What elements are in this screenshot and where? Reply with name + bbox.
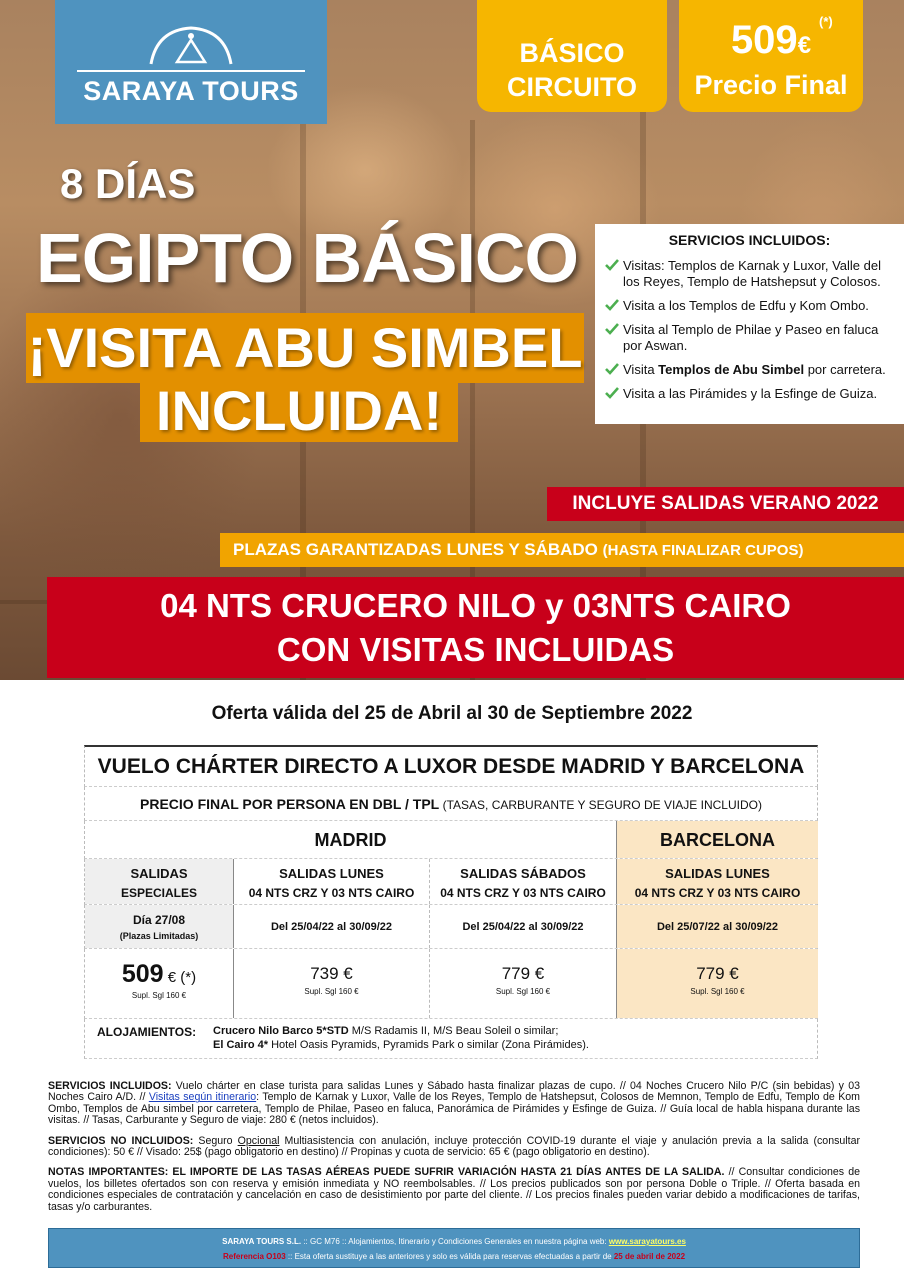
column-head: SALIDAS ESPECIALES (85, 859, 233, 904)
brand-logo[interactable] (55, 0, 327, 124)
service-item: Visita a las Pirámides y la Esfinge de Guiza. (603, 386, 896, 402)
page-title: EGIPTO BÁSICO (36, 219, 578, 297)
service-item: Visitas: Templos de Karnak y Luxor, Valle del los Reyes, Templo de Hatshepsut y Colosos. (603, 258, 896, 290)
footer (48, 1228, 860, 1268)
column-head: SALIDAS SÁBADOS 04 NTS CRZ Y 03 NTS CAIRO (429, 859, 616, 904)
service-item: Visita al Templo de Philae y Paseo en faluca por Aswan. (603, 322, 896, 354)
city-madrid: MADRID (314, 830, 387, 850)
tag-basic-line1: BÁSICO (519, 38, 625, 68)
city-barcelona: BARCELONA (616, 821, 818, 858)
abu-simbel-banner-line1: ¡VISITA ABU SIMBEL (26, 313, 584, 383)
offer-validity: Oferta válida del 25 de Abril al 30 de Septiembre 2022 (211, 703, 693, 724)
guaranteed-seats-banner: PLAZAS GARANTIZADAS LUNES Y SÁBADO (HASTA FINALIZAR CUPOS) (220, 533, 904, 567)
city-header-row (84, 821, 818, 859)
footer-line1: SARAYA TOURS S.L. :: GC M76 :: Alojamientos, Itinerario y Condiciones Generales en nuestra página web: www.sarayatours.es (222, 1237, 686, 1246)
included-services-title: SERVICIOS INCLUIDOS: (668, 232, 831, 248)
accommodation-row (84, 1019, 818, 1059)
date-cell: Del 25/04/22 al 30/09/22 (233, 905, 429, 948)
abu-simbel-banner-line2: INCLUIDA! (140, 380, 458, 442)
website-link[interactable]: www.sarayatours.es (608, 1237, 686, 1246)
date-cell: Del 25/07/22 al 30/09/22 (616, 905, 818, 948)
service-item-abu-simbel: Visita Templos de Abu Simbel por carretera. (603, 362, 896, 378)
check-icon (605, 387, 619, 399)
date-cell: Del 25/04/22 al 30/09/22 (429, 905, 616, 948)
cruise-banner-line2: CON VISITAS INCLUIDAS (276, 631, 675, 668)
included-services-note: SERVICIOS INCLUIDOS: Vuelo chárter en clase turista para salidas Lunes y Sábado hasta finalizar plazas de cupo. // 04 Noches Crucero Nilo P/C (sin bebidas) y 03 Noches Cairo A/D. // Visitas según itinerario: Templo de Karnak y Luxor, Valle de los Reyes, Templo de Hatshepsut, Colosos de Memnon, Templo de Edfu, Templo de Kom Ombo, Templos de Abu simbel por carretera, Templo de Philae, Paseo en faluca, Panorámica de Pirámides y Esfinge de Guiza. // Guía local de habla hispana durante las visitas. // Tasas, Carburante y Seguro de viaje: 280 € (netos incluidos). (48, 1080, 860, 1127)
camel-pyramid-logo-icon (147, 22, 235, 66)
brand-name: SARAYA TOURS (83, 76, 299, 106)
logo-divider (77, 70, 305, 72)
price-cell: 509 € (*) Supl. Sgl 160 € (121, 960, 197, 1000)
cruise-banner (47, 577, 904, 678)
not-included-services-note: SERVICIOS NO INCLUIDOS: Seguro Opcional Multiasistencia con anulación, incluye protección COVID-19 durante el viaje y anulación previa a la salida (consultar condiciones): 50 € // Visado: 25$ (pago obligatorio en destino) // Propinas y cuota de servicio: 65 € (pago obligatorio en destino). (48, 1134, 860, 1159)
included-services-box (595, 224, 904, 424)
price-cell: 779 € Supl. Sgl 160 € (429, 949, 616, 1018)
tag-basic-line2: CIRCUITO (506, 72, 637, 102)
flight-header: VUELO CHÁRTER DIRECTO A LUXOR DESDE MADRID Y BARCELONA (84, 745, 818, 787)
price-tag (679, 0, 863, 112)
price-value: 509€ (730, 18, 812, 62)
trip-duration: 8 DÍAS (60, 160, 196, 207)
accommodation-label: ALOJAMIENTOS: (97, 1025, 197, 1039)
date-cell: Día 27/08 (Plazas Limitadas) (85, 905, 233, 948)
terms-notes (48, 1081, 860, 1222)
accommodation-text: Crucero Nilo Barco 5*STD M/S Radamis II, M/S Beau Soleil o similar; El Cairo 4* Hotel Oasis Pyramids, Pyramids Park o similar (Zona Pirámides). (213, 1025, 589, 1051)
price-label: Precio Final (694, 70, 848, 100)
price-table (84, 745, 818, 1059)
price-cell: 739 € Supl. Sgl 160 € (233, 949, 429, 1018)
dates-row (84, 905, 818, 949)
summer-departures-banner: INCLUYE SALIDAS VERANO 2022 (547, 487, 904, 521)
column-head: SALIDAS LUNES 04 NTS CRZ Y 03 NTS CAIRO (233, 859, 429, 904)
prices-row (84, 949, 818, 1019)
service-item: Visita a los Templos de Edfu y Kom Ombo. (603, 298, 896, 314)
departure-type-row (84, 859, 818, 905)
check-icon (605, 363, 619, 375)
price-header: PRECIO FINAL POR PERSONA EN DBL / TPL (TASAS, CARBURANTE Y SEGURO DE VIAJE INCLUIDO) (84, 787, 818, 821)
price-cell: 779 € Supl. Sgl 160 € (616, 949, 818, 1018)
check-icon (605, 323, 619, 335)
check-icon (605, 259, 619, 271)
circuit-type-tag (477, 0, 667, 112)
column-head: SALIDAS LUNES 04 NTS CRZ Y 03 NTS CAIRO (616, 859, 818, 904)
price-asterisk: (*) (819, 14, 833, 29)
itinerary-link[interactable]: Visitas según itinerario (148, 1091, 257, 1104)
important-notes: NOTAS IMPORTANTES: EL IMPORTE DE LAS TASAS AÉREAS PUEDE SUFRIR VARIACIÓN HASTA 21 DÍAS ANTES DE LA SALIDA. // Consultar condiciones de vuelos, los billetes ofertados son con reserva y emisión inmediata y NO reembolsables. // Los precios publicados son por persona Doble o Triple. // Oferta basada en condiciones especiales de contratación y cancelación en caso de desistimiento por parte del cliente. // Los precios finales pueden variar debido a modificaciones de tarifas, tasas y/o carburantes. (48, 1166, 861, 1213)
footer-line2: Referencia O103 :: Esta oferta sustituye a las anteriores y solo es válida para reservas efectuadas a partir de 25 de abril de 2022 (222, 1252, 686, 1261)
check-icon (605, 299, 619, 311)
cruise-banner-line1: 04 NTS CRUCERO NILO y 03NTS CAIRO (160, 587, 791, 624)
